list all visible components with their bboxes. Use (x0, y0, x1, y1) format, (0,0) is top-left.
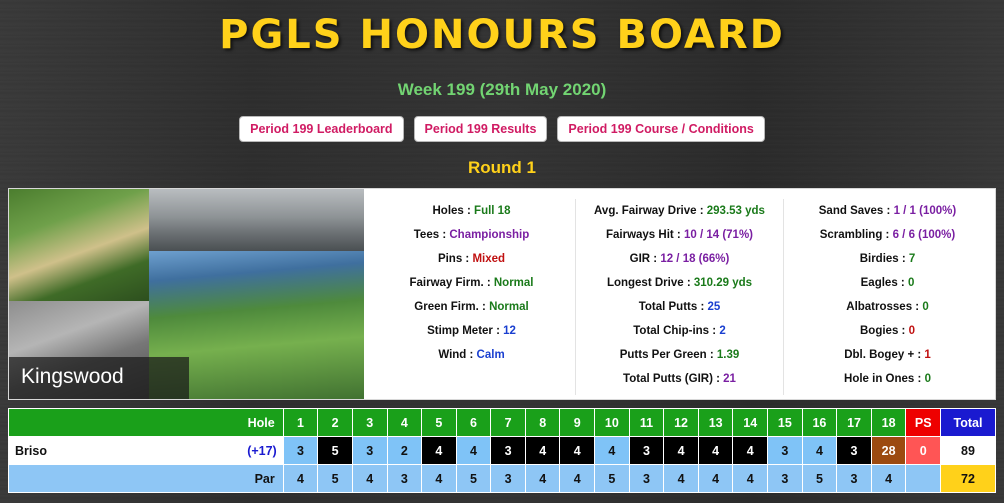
stat-value: 12 (503, 325, 516, 337)
score-cell: 4 (560, 437, 595, 465)
stat-label: Longest Drive : (606, 277, 691, 289)
hole-header: 4 (387, 409, 422, 437)
score-cell: 3 (768, 437, 803, 465)
stat-row (374, 295, 569, 319)
score-cell: 4 (733, 437, 768, 465)
score-cell: 3 (629, 437, 664, 465)
stat-row (790, 343, 985, 367)
score-cell: 3 (283, 437, 318, 465)
stat-row (582, 271, 777, 295)
stat-label: Putts Per Green : (619, 349, 714, 361)
score-cell: 4 (456, 437, 491, 465)
stat-label: Hole in Ones : (844, 373, 922, 385)
hole-header: 7 (491, 409, 526, 437)
stat-label: Stimp Meter : (427, 325, 500, 337)
stat-value: 310.29 yds (693, 277, 753, 289)
stat-row (790, 295, 985, 319)
hole-header: 14 (733, 409, 768, 437)
stat-label: Wind : (438, 349, 474, 361)
course-photo (9, 189, 364, 399)
par-cell: 5 (318, 465, 353, 493)
hole-header: 9 (560, 409, 595, 437)
total-cell: 89 (941, 437, 996, 465)
stat-value: 7 (908, 253, 916, 265)
course-stats (364, 189, 995, 399)
par-cell: 4 (283, 465, 318, 493)
stat-row (582, 295, 777, 319)
stat-row (790, 367, 985, 391)
conditions-column (368, 199, 576, 395)
score-cell: 4 (664, 437, 699, 465)
hole-header: 16 (802, 409, 837, 437)
stat-value: 25 (707, 301, 721, 313)
photo-tile-overview (149, 189, 364, 251)
stat-label: Fairway Firm. : (409, 277, 491, 289)
stat-label: Dbl. Bogey + : (844, 349, 922, 361)
hole-header: 1 (283, 409, 318, 437)
table-row (9, 437, 996, 465)
stat-label: Fairways Hit : (605, 229, 681, 241)
hole-header: 12 (664, 409, 699, 437)
par-cell: 4 (525, 465, 560, 493)
leaderboard-button[interactable]: Period 199 Leaderboard (239, 116, 403, 142)
par-cell: 4 (733, 465, 768, 493)
stat-label: Total Putts : (638, 301, 705, 313)
par-cell: 3 (387, 465, 422, 493)
score-cell: 3 (837, 437, 872, 465)
stat-value: 2 (719, 325, 726, 337)
stat-label: Albatrosses : (846, 301, 920, 313)
par-cell: 5 (802, 465, 837, 493)
stat-value: 293.53 yds (706, 205, 765, 217)
stat-value: 0 (908, 325, 915, 337)
stat-row (790, 199, 985, 223)
hole-header: 5 (422, 409, 457, 437)
par-cell: 5 (456, 465, 491, 493)
par-ps-cell (906, 465, 941, 493)
scorecard-table (8, 408, 996, 493)
score-cell: 28 (871, 437, 906, 465)
course-info-panel (8, 188, 996, 400)
stat-value: 0 (907, 277, 915, 289)
hole-header: 17 (837, 409, 872, 437)
score-cell: 4 (698, 437, 733, 465)
stat-row (374, 199, 569, 223)
stat-value: Mixed (472, 253, 506, 265)
stat-row (374, 247, 569, 271)
stat-row (374, 271, 569, 295)
stat-value: 10 / 14 (71%) (683, 229, 754, 241)
stat-value: 0 (922, 301, 929, 313)
hole-header: 8 (525, 409, 560, 437)
total-header: Total (941, 409, 996, 437)
stat-label: Total Putts (GIR) : (623, 373, 720, 385)
stat-row (582, 343, 777, 367)
hole-header: 6 (456, 409, 491, 437)
stat-value: Normal (489, 301, 529, 313)
stat-value: 6 / 6 (100%) (892, 229, 956, 241)
par-cell: 5 (595, 465, 630, 493)
score-cell: 5 (318, 437, 353, 465)
course-name: Kingswood (9, 357, 189, 399)
par-label: Par (9, 465, 284, 493)
stat-label: Eagles : (860, 277, 905, 289)
stat-label: Holes : (432, 205, 471, 217)
stat-row (790, 271, 985, 295)
score-cell: 4 (422, 437, 457, 465)
par-cell: 3 (491, 465, 526, 493)
results-button[interactable]: Period 199 Results (414, 116, 548, 142)
stat-value: Full 18 (474, 205, 511, 217)
ps-cell: 0 (906, 437, 941, 465)
score-cell: 4 (525, 437, 560, 465)
stat-label: Sand Saves : (818, 205, 891, 217)
stat-label: Total Chip-ins : (633, 325, 717, 337)
par-cell: 4 (698, 465, 733, 493)
stat-row (374, 319, 569, 343)
stat-row (374, 343, 569, 367)
score-cell: 4 (802, 437, 837, 465)
stat-label: Avg. Fairway Drive : (594, 205, 704, 217)
stat-row (790, 247, 985, 271)
stat-row (374, 223, 569, 247)
hole-header: 11 (629, 409, 664, 437)
score-cell: 3 (352, 437, 387, 465)
par-cell: 4 (422, 465, 457, 493)
stat-value: 12 / 18 (66%) (660, 253, 730, 265)
stat-label: Pins : (437, 253, 470, 265)
score-cell: 4 (595, 437, 630, 465)
stat-row (582, 367, 777, 391)
stat-row (582, 247, 777, 271)
stat-label: GIR : (629, 253, 658, 265)
score-cell: 2 (387, 437, 422, 465)
hole-header: 2 (318, 409, 353, 437)
score-cell: 3 (491, 437, 526, 465)
stat-row (582, 223, 777, 247)
driving-column (576, 199, 784, 395)
hole-header-label: Hole (9, 409, 284, 437)
round-label: Round 1 (468, 158, 536, 177)
stat-label: Bogies : (860, 325, 906, 337)
stat-row (790, 319, 985, 343)
player-name: Briso (15, 443, 47, 458)
photo-tile-green (9, 189, 149, 301)
stat-row (582, 319, 777, 343)
hole-header: 10 (595, 409, 630, 437)
stat-label: Green Firm. : (414, 301, 486, 313)
stat-row (582, 199, 777, 223)
player-handicap: (+17) (247, 443, 277, 458)
scorecard-header-row (9, 409, 996, 437)
par-cell: 4 (560, 465, 595, 493)
hole-header: 18 (871, 409, 906, 437)
stat-value: 0 (924, 373, 931, 385)
stat-label: Birdies : (859, 253, 906, 265)
par-cell: 3 (629, 465, 664, 493)
hole-header: 3 (352, 409, 387, 437)
stat-value: Normal (493, 277, 534, 289)
par-total-cell: 72 (941, 465, 996, 493)
par-cell: 3 (768, 465, 803, 493)
scoring-column (784, 199, 991, 395)
stat-row (790, 223, 985, 247)
course-conditions-button[interactable]: Period 199 Course / Conditions (557, 116, 764, 142)
stat-value: Championship (449, 229, 530, 241)
stat-value: 21 (723, 373, 736, 385)
par-cell: 3 (837, 465, 872, 493)
week-subtitle: Week 199 (29th May 2020) (397, 80, 607, 99)
stat-label: Tees : (413, 229, 447, 241)
page-title: PGLS HONOURS BOARD (219, 12, 785, 58)
stat-value: 1.39 (716, 349, 740, 361)
par-cell: 4 (871, 465, 906, 493)
hole-header: 15 (768, 409, 803, 437)
ps-header: PS (906, 409, 941, 437)
table-row (9, 465, 996, 493)
stat-value: Calm (476, 349, 505, 361)
nav-button-row (0, 116, 1004, 142)
hole-header: 13 (698, 409, 733, 437)
stat-value: 1 / 1 (100%) (893, 205, 957, 217)
stat-label: Scrambling : (819, 229, 890, 241)
player-name-cell (9, 437, 284, 465)
par-cell: 4 (352, 465, 387, 493)
par-cell: 4 (664, 465, 699, 493)
stat-value: 1 (924, 349, 931, 361)
